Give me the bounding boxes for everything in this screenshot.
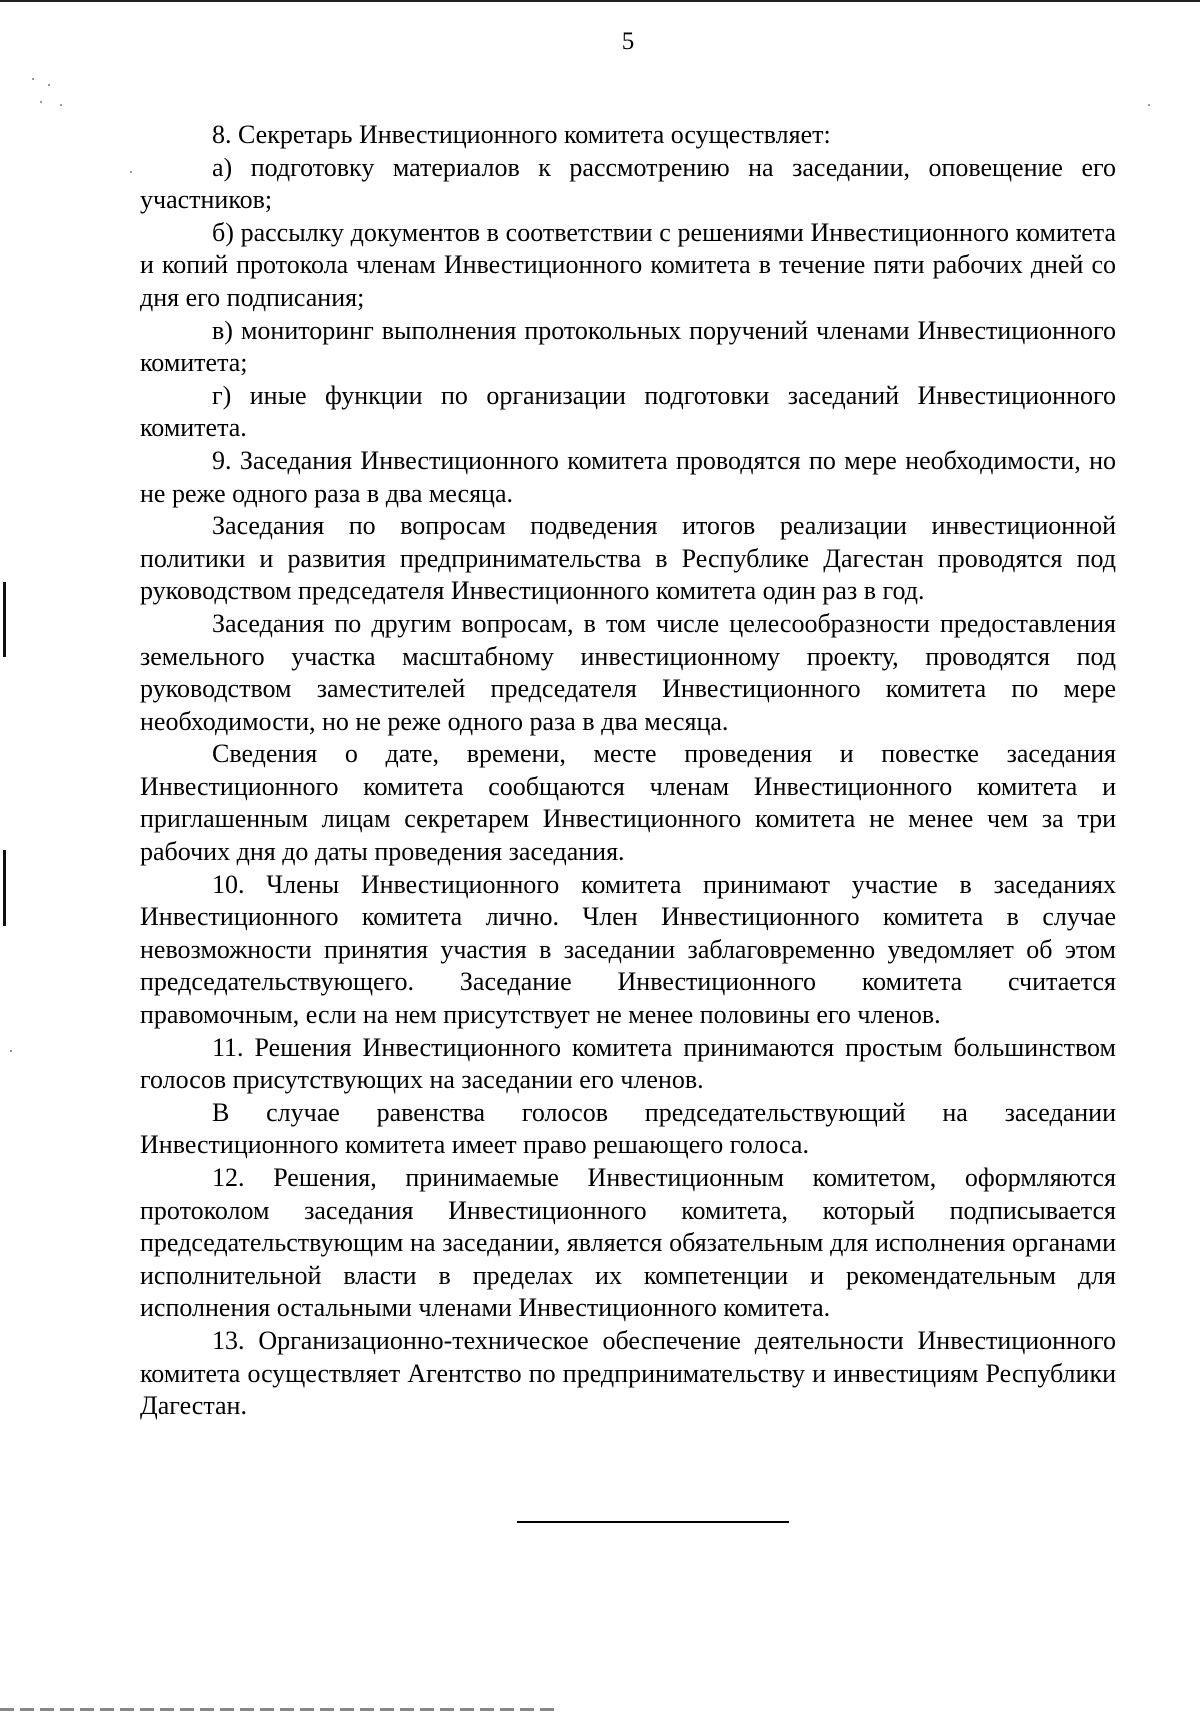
scan-speck	[40, 101, 42, 103]
paragraph-9-notification: Сведения о дате, времени, месте проведения и повестке заседания Инвестиционного комитета сообщаются членам Инвестиционного комитета и приглашенным лицам секретарем Инвестиционного комитета не менее чем за три рабочих дня до даты проведения заседания.	[140, 739, 1116, 867]
scan-speck	[32, 78, 34, 80]
paragraph-11-tie-vote: В случае равенства голосов председательствующий на заседании Инвестиционного комитета имеет право решающего голоса.	[140, 1097, 1116, 1160]
paragraph-10: 10. Члены Инвестиционного комитета принимают участие в заседаниях Инвестиционного комитета лично. Член Инвестиционного комитета в случае невозможности принятия участия в заседании заблаговременно уведомляет об этом председательствующего. Заседание Инвестиционного комитета считается правомочным, если на нем присутствует не менее половины его членов.	[140, 869, 1116, 1030]
paragraph-11: 11. Решения Инвестиционного комитета принимаются простым большинством голосов присутствующих на заседании его членов.	[140, 1032, 1116, 1095]
paragraph-8a: а) подготовку материалов к рассмотрению на заседании, оповещение его участников;	[140, 152, 1116, 215]
paragraph-8b: б) рассылку документов в соответствии с решениями Инвестиционного комитета и копий протокола членам Инвестиционного комитета в течение пяти рабочих дней со дня его подписания;	[140, 217, 1116, 312]
scan-edge-top	[0, 0, 1200, 2]
scan-speck	[60, 104, 62, 106]
paragraph-12: 12. Решения, принимаемые Инвестиционным комитетом, оформляются протоколом заседания Инвестиционного комитета, который подписывается председательствующим на заседании, является обязательным для исполнения органами исполнительной власти в пределах их компетенции и рекомендательным для исполнения остальными членами Инвестиционного комитета.	[140, 1163, 1116, 1323]
paragraph-8-heading: 8. Секретарь Инвестиционного комитета осуществляет:	[212, 120, 831, 149]
scan-speck	[10, 1050, 12, 1052]
paragraph-9-other-sessions: Заседания по другим вопросам, в том числе целесообразности предоставления земельного участка масштабному инвестиционному проекту, проводятся под руководством заместителей председателя Инвестиционного комитета по мере необходимости, но не реже одного раза в два месяца.	[140, 608, 1116, 736]
scan-speck	[130, 171, 132, 173]
paragraph-13: 13. Организационно-техническое обеспечение деятельности Инвестиционного комитета осуществляет Агентство по предпринимательству и инвестициям Республики Дагестан.	[140, 1325, 1116, 1421]
paragraph-9: 9. Заседания Инвестиционного комитета проводятся по мере необходимости, но не реже одного раза в два месяца.	[140, 445, 1116, 508]
end-separator-line	[517, 1521, 789, 1523]
document-body	[140, 119, 1116, 1423]
page-number: 5	[621, 28, 635, 55]
scan-speck	[1148, 104, 1150, 106]
scan-edge-mark	[3, 850, 6, 926]
paragraph-9-annual-sessions: Заседания по вопросам подведения итогов реализации инвестиционной политики и развития предпринимательства в Республике Дагестан проводятся под руководством председателя Инвестиционного комитета один раз в год.	[140, 511, 1116, 606]
paragraph-8v: в) мониторинг выполнения протокольных поручений членами Инвестиционного комитета;	[140, 315, 1116, 378]
paragraph-8g: г) иные функции по организации подготовки заседаний Инвестиционного комитета.	[140, 380, 1116, 443]
scan-speck	[48, 84, 50, 86]
scan-edge-bottom	[0, 1708, 560, 1711]
scan-edge-mark	[3, 582, 6, 657]
